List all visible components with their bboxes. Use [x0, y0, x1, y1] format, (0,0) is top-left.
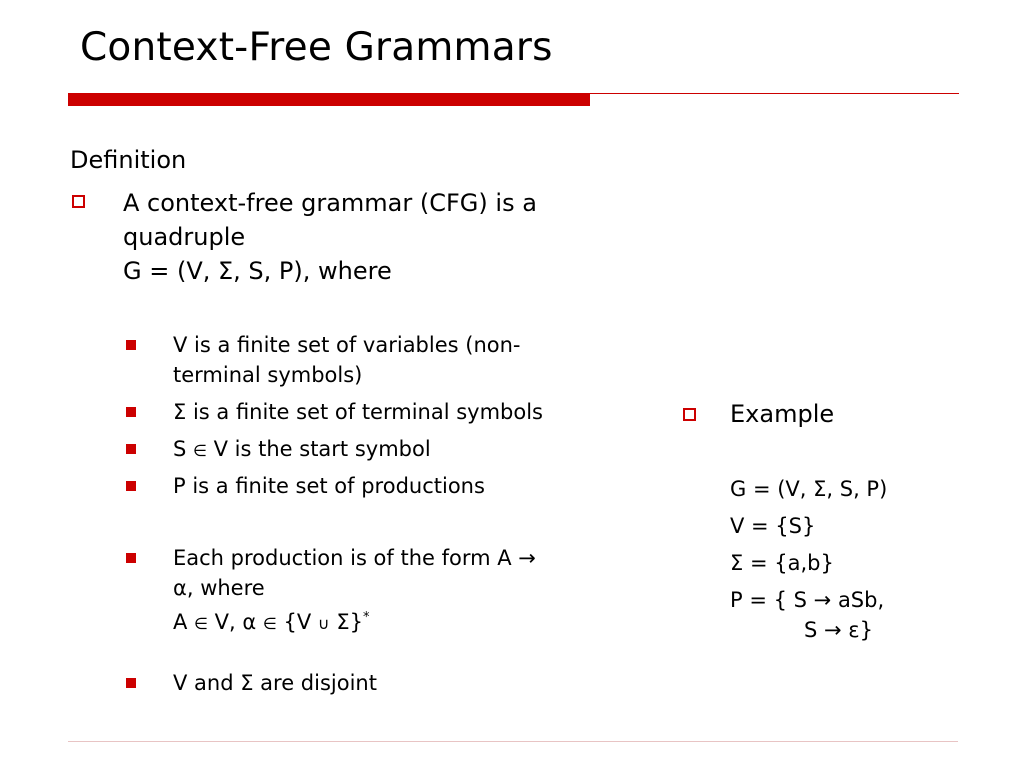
- footer-divider: [68, 741, 958, 742]
- definition-text: [123, 186, 537, 288]
- filled-square-bullet-icon: [126, 678, 136, 688]
- item-start-symbol-text: V is the start symbol: [206, 437, 431, 461]
- item-production-form: [173, 543, 536, 639]
- right-arrow-icon: →: [518, 546, 536, 570]
- production-form-text: Each production is of the form A: [173, 546, 519, 570]
- example-productions: [730, 585, 884, 645]
- title-underline-thick: [68, 93, 590, 106]
- right-arrow-icon: →: [813, 588, 832, 612]
- element-of-symbol: ∈: [262, 614, 277, 633]
- production-form-set-open: {V: [276, 610, 318, 634]
- item-variables: [173, 330, 521, 390]
- example-production-2: [730, 615, 884, 645]
- hollow-square-bullet-icon: [683, 408, 696, 421]
- item-terminals: Σ is a finite set of terminal symbols: [173, 400, 544, 424]
- example-label: Example: [730, 400, 835, 428]
- element-of-symbol: ∈: [194, 614, 208, 633]
- definition-line-1: A context-free grammar (CFG) is a: [123, 189, 537, 217]
- definition-line-3: G = (V, Σ, S, P), where: [123, 257, 392, 285]
- example-production-prefix: P = { S: [730, 588, 814, 612]
- example-variables: V = {S}: [730, 514, 816, 538]
- production-form-v-alpha: V, α: [207, 610, 263, 634]
- filled-square-bullet-icon: [126, 340, 136, 350]
- example-production-lhs-2: S: [804, 618, 825, 642]
- example-production-rhs-1: aSb,: [831, 588, 885, 612]
- filled-square-bullet-icon: [126, 444, 136, 454]
- example-production-rhs-2: ε}: [841, 618, 874, 642]
- production-form-line-1: [173, 543, 536, 573]
- filled-square-bullet-icon: [126, 553, 136, 563]
- item-disjoint: V and Σ are disjoint: [173, 671, 377, 695]
- right-arrow-icon: →: [824, 618, 842, 642]
- element-of-symbol: ∈: [193, 441, 207, 460]
- hollow-square-bullet-icon: [72, 195, 85, 208]
- production-form-set-close: Σ}: [329, 610, 363, 634]
- kleene-star: *: [362, 610, 370, 625]
- item-variables-line-2: terminal symbols): [173, 363, 363, 387]
- example-production-1: [730, 585, 884, 615]
- example-grammar: G = (V, Σ, S, P): [730, 477, 888, 501]
- item-start-symbol: [173, 434, 431, 466]
- item-productions: P is a finite set of productions: [173, 474, 485, 498]
- union-symbol: ∪: [317, 614, 330, 633]
- filled-square-bullet-icon: [126, 481, 136, 491]
- example-terminals: Σ = {a,b}: [730, 551, 834, 575]
- slide-title: Context-Free Grammars: [80, 25, 553, 70]
- production-form-line-2: α, where: [173, 576, 265, 600]
- title-underline-thin: [590, 93, 959, 94]
- filled-square-bullet-icon: [126, 407, 136, 417]
- definition-line-2: quadruple: [123, 223, 246, 251]
- definition-heading: Definition: [70, 146, 187, 174]
- item-start-symbol-s: S: [173, 437, 194, 461]
- production-form-line-3: [173, 603, 536, 639]
- production-form-a: A: [173, 610, 195, 634]
- item-variables-line-1: V is a finite set of variables (non-: [173, 333, 521, 357]
